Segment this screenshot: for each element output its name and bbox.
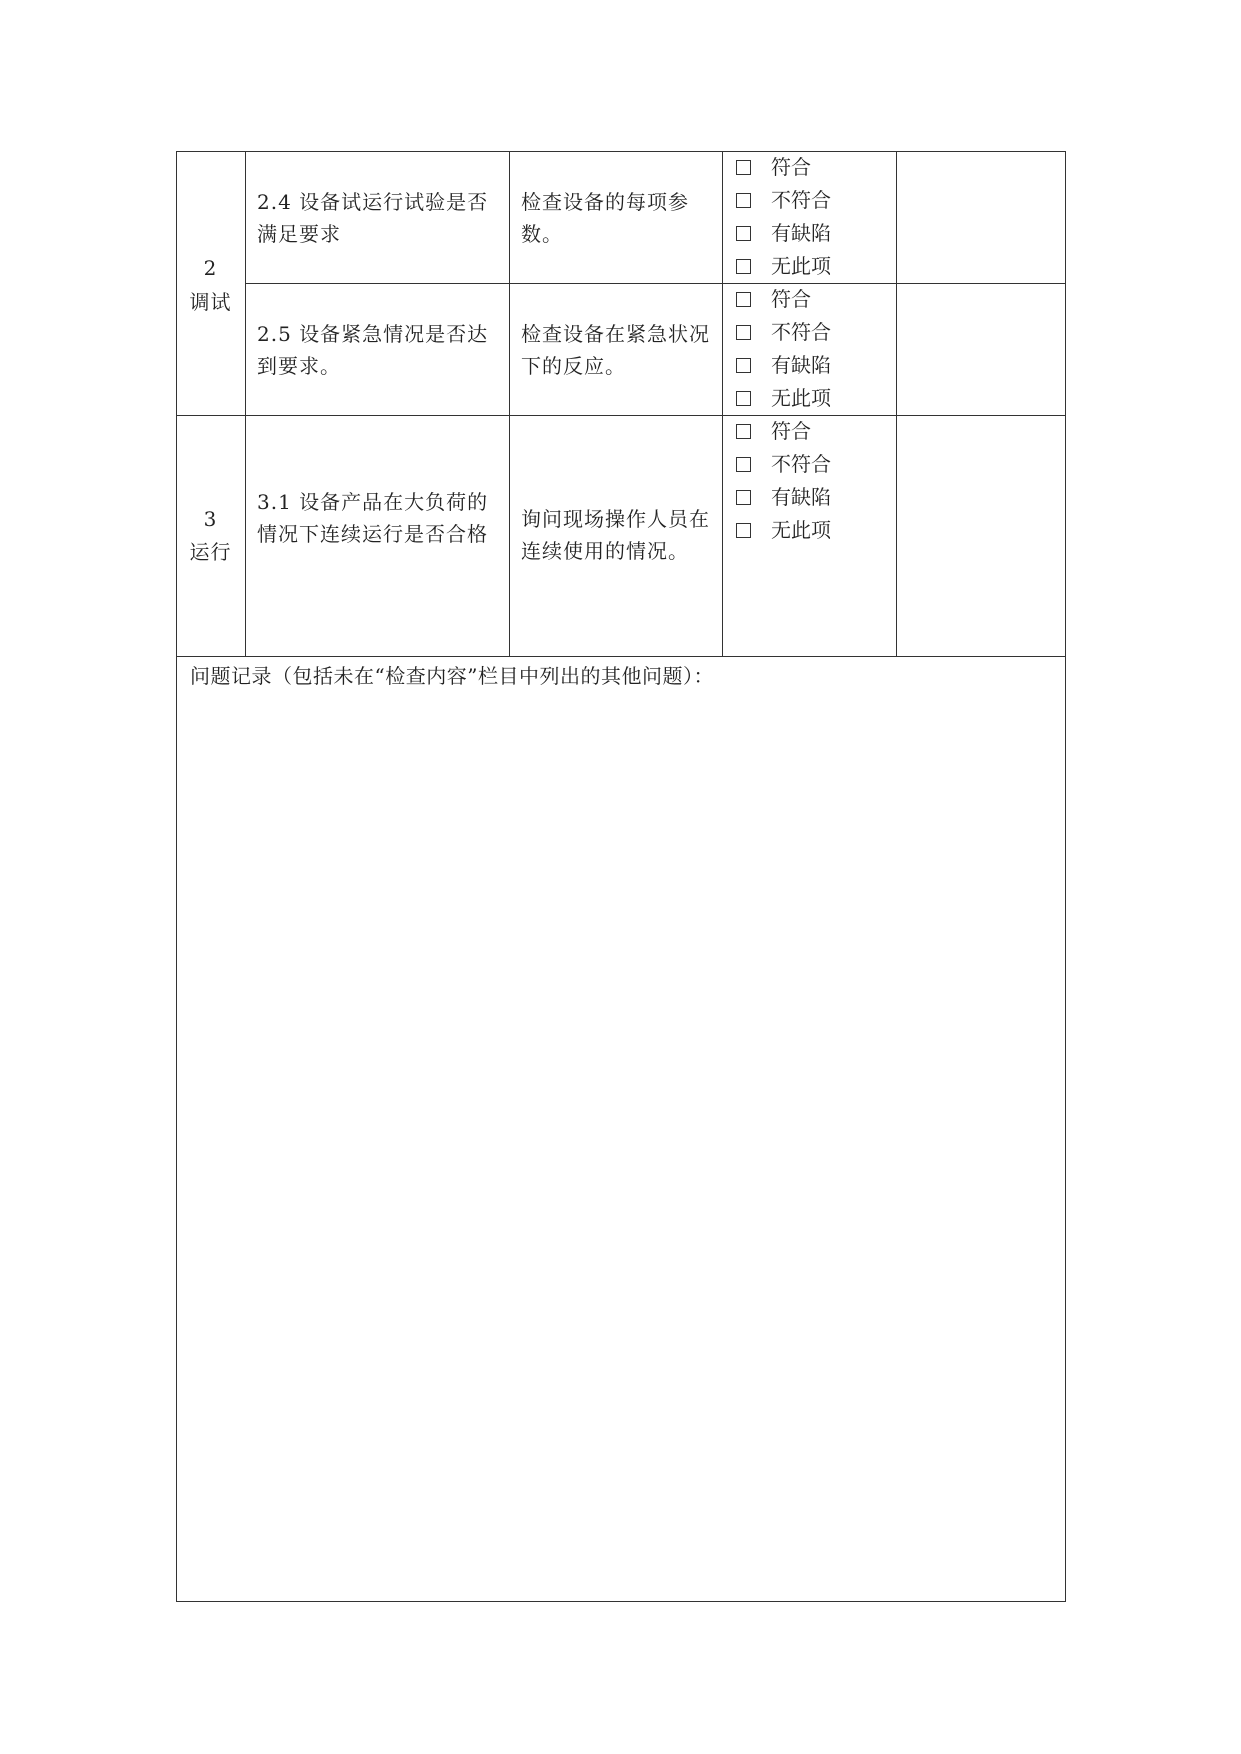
option-row[interactable] <box>736 514 886 547</box>
option-row[interactable] <box>736 481 886 514</box>
item-2-4-text: 2.4 设备试运行试验是否满足要求 <box>257 190 489 246</box>
option-row[interactable] <box>736 415 886 448</box>
option-label: 无此项 <box>771 386 831 410</box>
row-divider-2-4-2-5 <box>245 283 1066 284</box>
item-2-4-options <box>736 151 886 283</box>
checkbox[interactable] <box>736 457 751 472</box>
item-2-5-method: 检查设备在紧急状况下的反应。 <box>521 322 710 378</box>
option-label: 无此项 <box>771 518 831 542</box>
option-row[interactable] <box>736 217 886 250</box>
item-3-1-text: 3.1 设备产品在大负荷的情况下连续运行是否合格 <box>257 490 489 546</box>
item-2-4-method: 检查设备的每项参数。 <box>521 190 689 246</box>
option-row[interactable] <box>736 283 886 316</box>
checkbox[interactable] <box>736 226 751 241</box>
col-divider-1 <box>245 151 246 656</box>
checkbox[interactable] <box>736 424 751 439</box>
checkbox[interactable] <box>736 325 751 340</box>
option-label: 无此项 <box>771 254 831 278</box>
item-3-1-options <box>736 415 886 547</box>
option-label: 符合 <box>771 155 811 179</box>
option-row[interactable] <box>736 349 886 382</box>
option-row[interactable] <box>736 382 886 415</box>
option-label: 符合 <box>771 419 811 443</box>
item-2-5-text: 2.5 设备紧急情况是否达到要求。 <box>257 322 489 378</box>
item-3-1-method: 询问现场操作人员在连续使用的情况。 <box>521 507 710 563</box>
problem-record-label: 问题记录（包括未在“检查内容”栏目中列出的其他问题）： <box>190 664 714 688</box>
checkbox[interactable] <box>736 523 751 538</box>
option-row[interactable] <box>736 250 886 283</box>
col-divider-2 <box>509 151 510 656</box>
option-label: 不符合 <box>771 452 831 476</box>
option-label: 有缺陷 <box>771 485 831 509</box>
problem-record-content[interactable] <box>190 700 1050 1580</box>
option-row[interactable] <box>736 316 886 349</box>
option-row[interactable] <box>736 151 886 184</box>
option-row[interactable] <box>736 184 886 217</box>
option-label: 不符合 <box>771 188 831 212</box>
row-divider-notes <box>176 656 1066 657</box>
option-label: 不符合 <box>771 320 831 344</box>
checkbox[interactable] <box>736 358 751 373</box>
item-2-5-options <box>736 283 886 415</box>
checkbox[interactable] <box>736 160 751 175</box>
col-divider-4 <box>896 151 897 656</box>
option-label: 符合 <box>771 287 811 311</box>
checkbox[interactable] <box>736 490 751 505</box>
section-2-number: 2 <box>203 256 218 280</box>
checkbox[interactable] <box>736 259 751 274</box>
checkbox[interactable] <box>736 391 751 406</box>
checkbox[interactable] <box>736 193 751 208</box>
section-3-name: 运行 <box>189 540 232 564</box>
option-row[interactable] <box>736 448 886 481</box>
section-2-name: 调试 <box>189 290 232 314</box>
checkbox[interactable] <box>736 292 751 307</box>
row-divider-section-2-3 <box>176 415 1066 416</box>
section-3-number: 3 <box>203 507 218 531</box>
option-label: 有缺陷 <box>771 353 831 377</box>
col-divider-3 <box>722 151 723 656</box>
option-label: 有缺陷 <box>771 221 831 245</box>
